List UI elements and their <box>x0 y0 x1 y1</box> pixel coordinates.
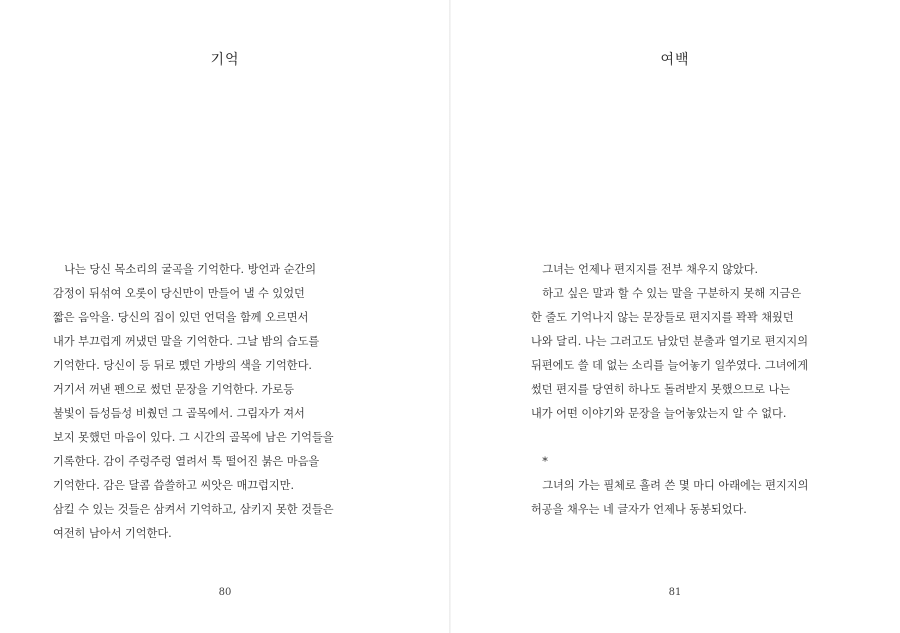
section-separator: * <box>531 455 548 468</box>
text-line: 삼킬 수 있는 것들은 삼켜서 기억하고, 삼키지 못한 것들은 <box>53 503 334 516</box>
right-page <box>450 0 900 633</box>
text-line: 허공을 채우는 네 글자가 언제나 동봉되었다. <box>531 503 747 516</box>
text-line: 그녀의 가는 필체로 흘려 쓴 몇 마디 아래에는 편지지의 <box>531 479 809 492</box>
text-line: 내가 부끄럽게 꺼냈던 말을 기억한다. 그날 밤의 습도를 <box>53 335 320 348</box>
right-page-body <box>531 258 808 522</box>
text-line: 기억한다. 감은 달콤 씁쓸하고 씨앗은 매끄럽지만. <box>53 479 295 492</box>
text-line: 썼던 편지를 당연히 하나도 돌려받지 못했으므로 나는 <box>531 383 791 396</box>
right-page-title: 여백 <box>660 52 690 68</box>
text-line: 내가 어떤 이야기와 문장을 늘어놓았는지 알 수 없다. <box>531 407 787 420</box>
left-page-title: 기억 <box>210 52 240 68</box>
text-line: 나는 당신 목소리의 굴곡을 기억한다. 방언과 순간의 <box>53 263 317 276</box>
text-line: 그녀는 언제나 편지지를 전부 채우지 않았다. <box>531 263 759 276</box>
blank-line <box>531 426 808 450</box>
text-line: 기록한다. 감이 주렁주렁 열려서 툭 떨어진 붉은 마음을 <box>53 455 320 468</box>
text-line: 하고 싶은 말과 할 수 있는 말을 구분하지 못해 지금은 <box>531 287 802 300</box>
text-line: 불빛이 듬성듬성 비췄던 그 골목에서. 그림자가 져서 <box>53 407 305 420</box>
text-line: 여전히 남아서 기억한다. <box>53 527 172 540</box>
text-line: 기억한다. 당신이 등 뒤로 멨던 가방의 색을 기억한다. <box>53 359 312 372</box>
text-line: 뒤편에도 쓸 데 없는 소리를 늘어놓기 일쑤였다. 그녀에게 <box>531 359 809 372</box>
text-line: 거기서 꺼낸 펜으로 썼던 문장을 기억한다. 가로등 <box>53 383 295 396</box>
text-line: 한 줄도 기억나지 않는 문장들로 편지지를 꽉꽉 채웠던 <box>531 311 794 324</box>
page-number-right: 81 <box>668 587 682 598</box>
left-page-body <box>53 258 334 546</box>
page-number-left: 80 <box>218 587 232 598</box>
text-line: 짧은 음악을. 당신의 집이 있던 언덕을 함께 오르면서 <box>53 311 309 324</box>
text-line: 나와 달리. 나는 그러고도 남았던 분출과 열기로 편지지의 <box>531 335 809 348</box>
text-line: 감정이 뒤섞여 오롯이 당신만이 만들어 낼 수 있었던 <box>53 287 305 300</box>
text-line: 보지 못했던 마음이 있다. 그 시간의 골목에 남은 기억들을 <box>53 431 334 444</box>
